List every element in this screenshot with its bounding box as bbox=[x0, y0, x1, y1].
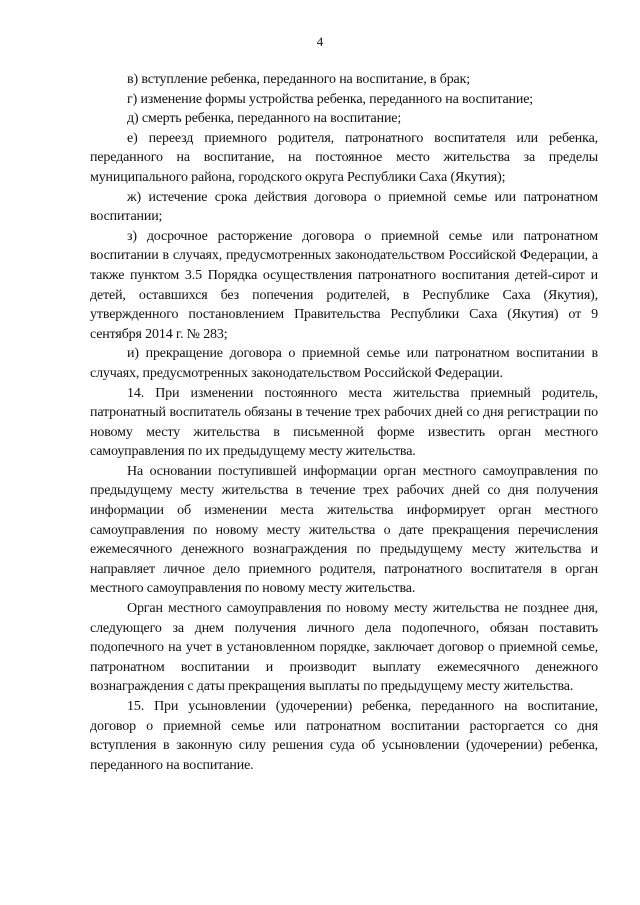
paragraph-clause-14-new-authority: Орган местного самоуправления по новому месту жительства не позднее дня, следующего за днем получения личного дела подопечного, обязан поставить подопечного на учет в установленном порядке, заключает договор о приемной семье, патронатном воспитании и производит выплату ежемесячного денежного вознаграждения с даты прекращения выплаты по предыдущему месту жительства. bbox=[90, 601, 598, 695]
paragraph-item-zh: ж) истечение срока действия договора о приемной семье или патронатном воспитании; bbox=[90, 189, 598, 225]
paragraph-item-d: д) смерть ребенка, переданного на воспитание; bbox=[127, 111, 402, 127]
paragraph-item-z: з) досрочное расторжение договора о приемной семье или патронатном воспитании в случаях, предусмотренных законодательством Российской Федерации, а также пунктом 3.5 Порядка осуществления патронатного воспитания детей-сирот и детей, оставшихся без попечения родителей, в Республике Саха (Якутия), утвержденного постановлением Правительства Республики Саха (Якутия) от 9 сентября 2014 г. № 283; bbox=[90, 228, 598, 342]
paragraph-clause-14-information: На основании поступившей информации орган местного самоуправления по предыдущему месту жительства в течение трех рабочих дней со дня получения информации об изменении места жительства информирует орган местного самоуправления по новому месту жительства о дате прекращения перечисления ежемесячного денежного вознаграждения по предыдущему месту жительства и направляет личное дело приемного родителя, патронатного воспитателя в орган местного самоуправления по новому месту жительства. bbox=[90, 463, 598, 597]
paragraph-clause-15: 15. При усыновлении (удочерении) ребенка, переданного на воспитание, договор о приемной семье или патронатном воспитании расторгается со дня вступления в законную силу решения суда об усыновлении (удочерении) ребенка, переданного на воспитание. bbox=[90, 699, 598, 773]
paragraph-item-i: и) прекращение договора о приемной семье или патронатном воспитании в случаях, предусмотренных законодательством Российской Федерации. bbox=[90, 346, 598, 381]
paragraph-item-g: г) изменение формы устройства ребенка, переданного на воспитание; bbox=[127, 91, 534, 107]
paragraph-item-e: е) переезд приемного родителя, патронатного воспитателя или ребенка, переданного на воспитание, на постоянное место жительства за пределы муниципального района, городского округа Республики Саха (Якутия); bbox=[90, 130, 598, 185]
page-number: 4 bbox=[316, 34, 324, 49]
document-body bbox=[90, 70, 598, 775]
paragraph-clause-14: 14. При изменении постоянного места жительства приемный родитель, патронатный воспитатель обязаны в течение трех рабочих дней со дня регистрации по новому месту жительства в письменной форме известить орган местного самоуправления по их предыдущему месту жительства. bbox=[90, 385, 598, 460]
paragraph-item-v: в) вступление ребенка, переданного на воспитание, в брак; bbox=[127, 72, 471, 87]
